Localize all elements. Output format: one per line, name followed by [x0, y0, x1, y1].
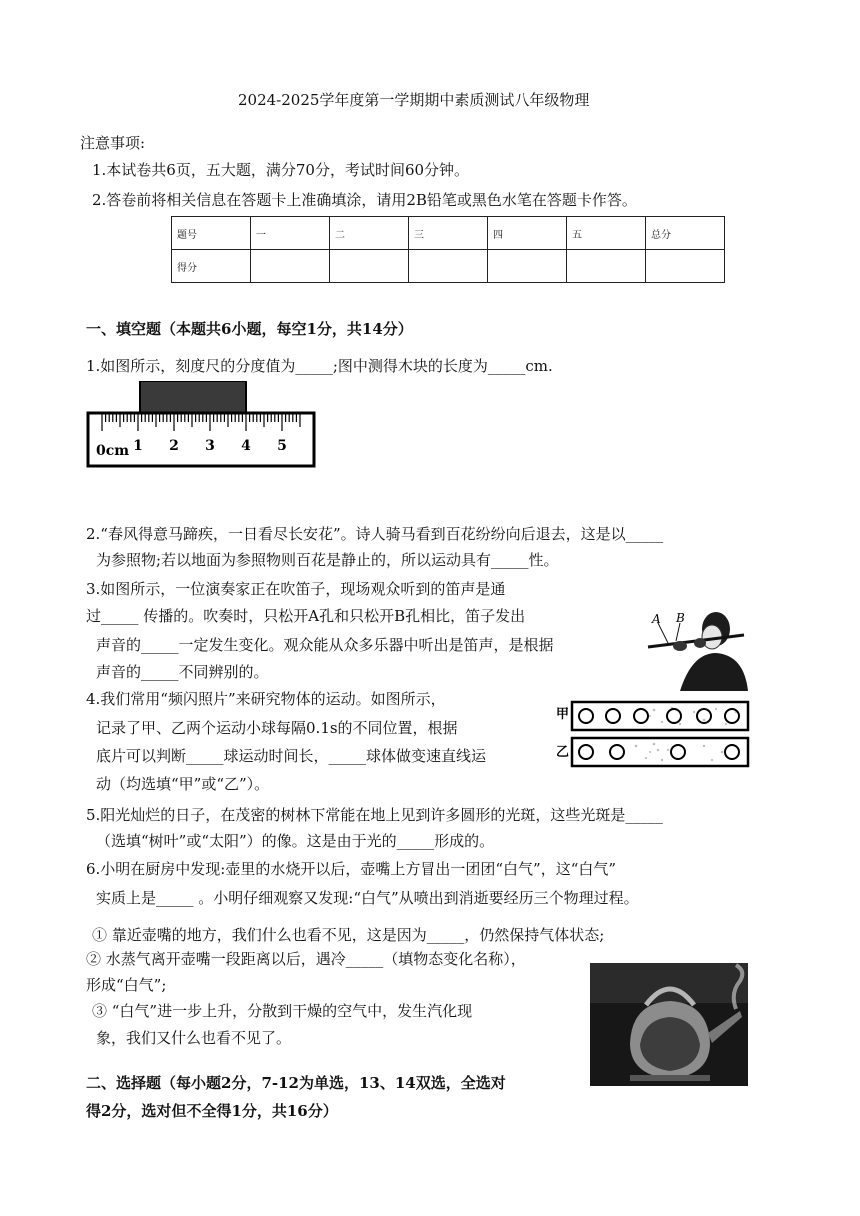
section-2-heading-line-2: 得2分，选对但不全得1分，共16分）: [86, 1102, 338, 1120]
score-cell: 题号: [172, 217, 251, 250]
question-3-line-3: 声音的_____一定发生变化。观众能从众多乐器中听出是笛声，是根据: [96, 636, 554, 654]
question-5-line-2: （选填“树叶”或“太阳”）的像。这是由于光的_____形成的。: [96, 832, 495, 850]
question-6-line-3: ① 靠近壶嘴的地方，我们什么也看不见，这是因为_____，仍然保持气体状态;: [92, 926, 605, 944]
score-input-cell[interactable]: [330, 250, 409, 283]
strobe-photo-figure: [554, 700, 752, 768]
score-cell: 总分: [646, 217, 725, 250]
kettle-photo: [590, 963, 748, 1086]
question-3-line-2: 过_____ 传播的。吹奏时，只松开A孔和只松开B孔相比，笛子发出: [86, 607, 526, 625]
label-a: A: [652, 612, 661, 626]
ruler-tick-label: 5: [277, 438, 287, 454]
question-4-line-1: 4.我们常用“频闪照片”来研究物体的运动。如图所示，: [86, 690, 446, 708]
question-2-line-2: 为参照物;若以地面为参照物则百花是静止的，所以运动具有_____性。: [96, 551, 559, 569]
page-title: 2024-2025学年度第一学期期中素质测试八年级物理: [238, 91, 590, 109]
score-cell: 五: [567, 217, 646, 250]
film-strip-jia: [572, 702, 748, 730]
score-input-cell[interactable]: [409, 250, 488, 283]
ruler-tick-label: 2: [169, 438, 179, 454]
wooden-block: [140, 381, 246, 414]
ruler-figure: [86, 381, 318, 471]
score-table: [171, 216, 725, 283]
question-2-line-1: 2.“春风得意马蹄疾，一日看尽长安花”。诗人骑马看到百花纷纷向后退去，这是以_____: [86, 525, 664, 543]
question-4-line-4: 动（均选填“甲”或“乙”）。: [96, 775, 270, 793]
score-input-cell[interactable]: [646, 250, 725, 283]
question-3-line-4: 声音的_____不同辨别的。: [96, 663, 269, 681]
hand: [673, 641, 687, 651]
score-cell: 四: [488, 217, 567, 250]
question-6-line-2: 实质上是_____ 。小明仔细观察又发现:“白气”从喷出到消逝要经历三个物理过程。: [96, 889, 639, 907]
score-table-header-row: [172, 217, 725, 250]
label-jia: 甲: [556, 707, 570, 722]
ruler-tick-label: 4: [241, 438, 251, 454]
question-6-line-5: 形成“白气”;: [86, 976, 167, 994]
question-4-line-3: 底片可以判断_____球运动时间长，_____球体做变速直线运: [96, 747, 487, 765]
hand: [694, 638, 706, 648]
notes-item-1: 1.本试卷共6页，五大题，满分70分，考试时间60分钟。: [92, 161, 470, 179]
score-cell: 三: [409, 217, 488, 250]
question-5-line-1: 5.阳光灿烂的日子，在茂密的树林下常能在地上见到许多圆形的光斑，这些光斑是_____: [86, 806, 663, 824]
question-6-line-1: 6.小明在厨房中发现:壶里的水烧开以后，壶嘴上方冒出一团团“白气”，这“白气”: [86, 860, 617, 878]
question-6-line-6: ③ “白气”进一步上升，分散到干燥的空气中，发生汽化现: [92, 1002, 473, 1020]
flute-player-image: [640, 609, 748, 691]
section-1-heading: 一、填空题（本题共6小题，每空1分，共14分）: [86, 320, 413, 338]
label-yi: 乙: [556, 745, 570, 760]
score-cell: 得分: [172, 250, 251, 283]
score-input-cell[interactable]: [251, 250, 330, 283]
question-3-line-1: 3.如图所示，一位演奏家正在吹笛子，现场观众听到的笛声是通: [86, 580, 506, 598]
question-4-line-2: 记录了甲、乙两个运动小球每隔0.1s的不同位置，根据: [96, 719, 458, 737]
question-6-line-4: ② 水蒸气离开壶嘴一段距离以后，遇冷_____（填物态变化名称），: [86, 950, 526, 968]
score-input-cell[interactable]: [567, 250, 646, 283]
label-b: B: [676, 611, 685, 625]
ruler-unit-label: 0cm: [96, 443, 130, 459]
notes-heading: 注意事项:: [80, 134, 146, 152]
ruler-tick-label: 3: [205, 438, 215, 454]
score-cell: 二: [330, 217, 409, 250]
score-table-score-row: [172, 250, 725, 283]
notes-item-2: 2.答卷前将相关信息在答题卡上准确填涂，请用2B铅笔或黑色水笔在答题卡作答。: [92, 191, 637, 209]
section-2-heading-line-1: 二、选择题（每小题2分，7-12为单选，13、14双选，全选对: [86, 1074, 506, 1092]
question-1-text: 1.如图所示，刻度尺的分度值为_____;图中测得木块的长度为_____cm.: [86, 357, 553, 375]
score-cell: 一: [251, 217, 330, 250]
ruler-tick-label: 1: [133, 438, 143, 454]
question-6-line-7: 象，我们又什么也看不见了。: [96, 1029, 292, 1047]
score-input-cell[interactable]: [488, 250, 567, 283]
